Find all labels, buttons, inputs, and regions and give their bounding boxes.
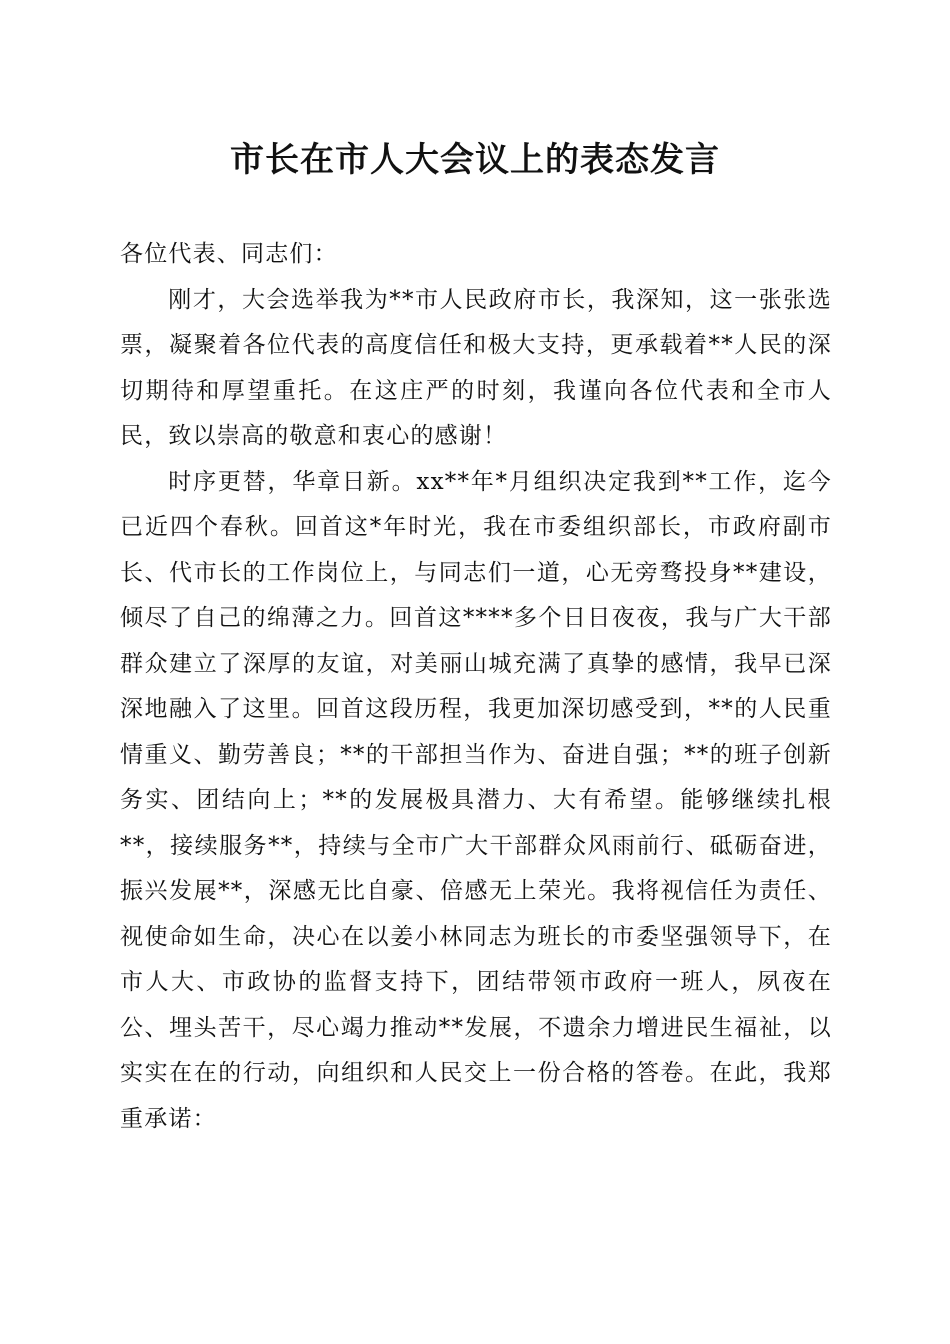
document-body	[120, 232, 832, 1142]
paragraph-2: 时序更替，华章日新。xx**年*月组织决定我到**工作，迄今已近四个春秋。回首这*年时光，我在市委组织部长，市政府副市长、代市长的工作岗位上，与同志们一道，心无旁骛投身**建设，倾尽了自己的绵薄之力。回首这****多个日日夜夜，我与广大干部群众建立了深厚的友谊，对美丽山城充满了真挚的感情，我早已深深地融入了这里。回首这段历程，我更加深切感受到，**的人民重情重义、勤劳善良；**的干部担当作为、奋进自强；**的班子创新务实、团结向上；**的发展极具潜力、大有希望。能够继续扎根**，接续服务**，持续与全市广大干部群众风雨前行、砥砺奋进，振兴发展**，深感无比自豪、倍感无上荣光。我将视信任为责任、视使命如生命，决心在以姜小林同志为班长的市委坚强领导下，在市人大、市政协的监督支持下，团结带领市政府一班人，夙夜在公、埋头苦干，尽心竭力推动**发展，不遗余力增进民生福祉，以实实在在的行动，向组织和人民交上一份合格的答卷。在此，我郑重承诺：	[120, 468, 832, 1132]
salutation: 各位代表、同志们：	[120, 241, 338, 267]
document-title: 市长在市人大会议上的表态发言	[230, 140, 720, 180]
paragraph-1: 刚才，大会选举我为**市人民政府市长，我深知，这一张张选票，凝聚着各位代表的高度信任和极大支持，更承载着**人民的深切期待和厚望重托。在这庄严的时刻，我谨向各位代表和全市人民，致以崇高的敬意和衷心的感谢！	[120, 286, 832, 449]
